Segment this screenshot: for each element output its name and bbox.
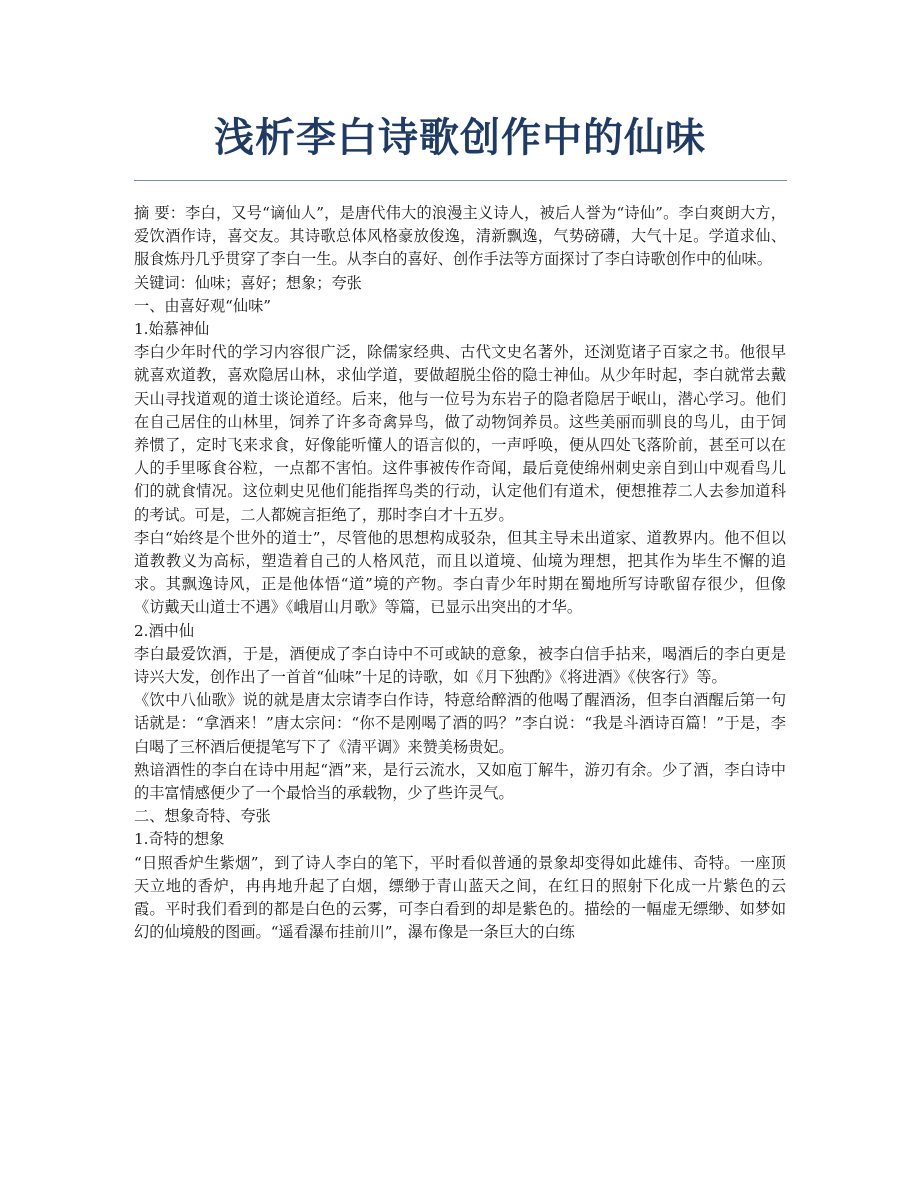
body-paragraph: 《饮中八仙歌》说的就是唐太宗请李白作诗，特意给醉酒的他喝了醒酒汤，但李白酒醒后第一句话就是：“拿酒来！”唐太宗问：“你不是刚喝了酒的吗？”李白说：“我是斗酒诗百篇！”于是，李白喝了三杯酒后便提笔写下了《清平调》来赞美杨贵妃。 (134, 691, 786, 756)
body-paragraph: “日照香炉生紫烟”，到了诗人李白的笔下，平时看似普通的景象却变得如此雄伟、奇特。一座顶天立地的香炉，冉冉地升起了白烟，缥缈于青山蓝天之间，在红日的照射下化成一片紫色的云霞。平时我们看到的都是白色的云雾，可李白看到的却是紫色的。描绘的一幅虚无缥缈、如梦如幻的仙境般的图画。“遥看瀑布挂前川”，瀑布像是一条巨大的白练 (134, 853, 786, 942)
subsection-heading-2-1: 1.奇特的想象 (134, 830, 225, 849)
abstract-paragraph: 摘 要：李白，又号“谪仙人”，是唐代伟大的浪漫主义诗人，被后人誉为“诗仙”。李白爽朗大方，爱饮酒作诗，喜交友。其诗歌总体风格豪放俊逸，清新飘逸，气势磅礴，大气十足。学道求仙、服食炼丹几乎贯穿了李白一生。从李白的喜好、创作手法等方面探讨了李白诗歌创作中的仙味。 (134, 204, 786, 269)
body-paragraph: 熟谙酒性的李白在诗中用起“酒”来，是行云流水，又如庖丁解牛，游刃有余。少了酒，李白诗中的丰富情感便少了一个最恰当的承载物，少了些许灵气。 (134, 760, 786, 803)
section-heading-1: 一、由喜好观“仙味” (134, 296, 272, 315)
title-divider (134, 180, 787, 181)
section-heading-2: 二、想象奇特、夸张 (134, 807, 271, 826)
subsection-heading-1-1: 1.始慕神仙 (134, 320, 210, 339)
document-body (134, 202, 786, 945)
subsection-heading-1-2: 2.酒中仙 (134, 621, 195, 640)
keywords-line: 关键词：仙味；喜好；想象；夸张 (134, 273, 362, 292)
body-paragraph: 李白最爱饮酒，于是，酒便成了李白诗中不可或缺的意象，被李白信手拈来，喝酒后的李白更是诗兴大发，创作出了一首首“仙味”十足的诗歌，如《月下独酌》《将进酒》《侠客行》等。 (134, 644, 786, 687)
body-paragraph: 李白“始终是个世外的道士”，尽管他的思想构成驳杂，但其主导未出道家、道教界内。他不但以道教教义为高标，塑造着自己的人格风范，而且以道境、仙境为理想，把其作为毕生不懈的追求。其飘逸诗风，正是他体悟“道”境的产物。李白青少年时期在蜀地所写诗歌留存很少，但像《访戴天山道士不遇》《峨眉山月歌》等篇，已显示出突出的才华。 (134, 528, 786, 617)
body-paragraph: 李白少年时代的学习内容很广泛，除儒家经典、古代文史名著外，还浏览诸子百家之书。他很早就喜欢道教，喜欢隐居山林，求仙学道，要做超脱尘俗的隐士神仙。从少年时起，李白就常去戴天山寻找道观的道士谈论道经。后来，他与一位号为东岩子的隐者隐居于岷山，潜心学习。他们在自己居住的山林里，饲养了许多奇禽异鸟，做了动物饲养员。这些美丽而驯良的鸟儿，由于饲养惯了，定时飞来求食，好像能听懂人的语言似的，一声呼唤，便从四处飞落阶前，甚至可以在人的手里啄食谷粒，一点都不害怕。这件事被传作奇闻，最后竟使绵州刺史亲自到山中观看鸟儿们的就食情况。这位刺史见他们能指挥鸟类的行动，认定他们有道术，便想推荐二人去参加道科的考试。可是，二人都婉言拒绝了，那时李白才十五岁。 (134, 343, 786, 524)
document-title: 浅析李白诗歌创作中的仙味 (214, 115, 706, 161)
